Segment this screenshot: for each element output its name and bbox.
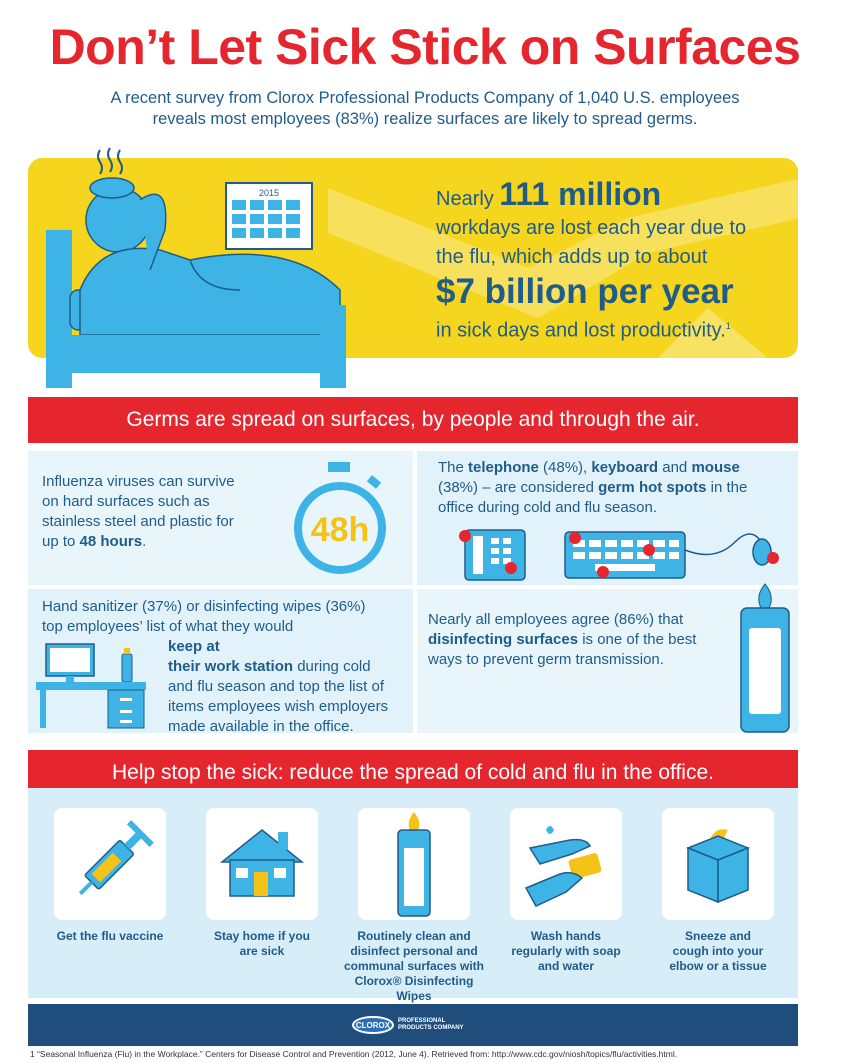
fact-line: (48%), xyxy=(538,459,592,476)
tip-label-line: Clorox® Disinfecting Wipes xyxy=(354,974,474,1003)
tip-clean-card xyxy=(358,808,470,920)
fact-line: during cold xyxy=(293,658,371,675)
fact-line: office during cold and flu season. xyxy=(438,499,658,516)
subtitle-line: reveals most employees (83%) realize surfaces are likely to spread germs. xyxy=(152,110,698,128)
hero-line: workdays are lost each year due to xyxy=(436,217,747,239)
fact-line: (38%) – are considered xyxy=(438,479,599,496)
fact-line: made available in the office. xyxy=(168,718,354,735)
hero-line: the flu, which adds up to about xyxy=(436,246,708,268)
tip-label-line: communal surfaces with xyxy=(343,959,485,973)
help-stop-banner: Help stop the sick: reduce the spread of cold and flu in the office. xyxy=(28,750,798,796)
influenza-fact-text xyxy=(42,472,282,552)
fact-line: on hard surfaces such as xyxy=(42,493,210,510)
tip-sneeze-card xyxy=(662,808,774,920)
tip-label-line: Routinely clean and xyxy=(357,929,471,943)
fact-highlight: germ hot spots xyxy=(598,479,707,496)
fact-line: up to xyxy=(42,533,80,550)
footnote-marker: 1 xyxy=(725,321,731,331)
desk-workstation-icon xyxy=(36,640,156,730)
fact-highlight: keep at xyxy=(168,638,220,655)
subtitle-line: A recent survey from Clorox Professional Products Company of 1,040 U.S. employees xyxy=(110,89,740,107)
footnote: 1 “Seasonal Influenza (Flu) in the Workplace.” Centers for Disease Control and Prevention (2012, June 4). Retrieved from: http://www.cdc.gov/niosh/topics/flu/activities.html. xyxy=(30,1049,678,1059)
wipes-canister-icon xyxy=(735,582,795,734)
fact-line: and xyxy=(658,459,692,476)
hero-stat-text xyxy=(436,176,806,346)
sanitizer-fact-text-cont xyxy=(168,637,408,737)
tip-label-line: regularly with soap xyxy=(511,944,621,958)
hero-workdays-stat: 111 million xyxy=(499,176,662,212)
fact-line: stainless steel and plastic for xyxy=(42,513,234,530)
tip-wash-card xyxy=(510,808,622,920)
office-devices-icon xyxy=(455,522,790,584)
fact-highlight: telephone xyxy=(468,459,539,476)
logo-line: PROFESSIONAL xyxy=(398,1018,446,1024)
tip-label-line: Wash hands xyxy=(530,929,602,943)
syringe-icon xyxy=(54,808,166,920)
sanitizer-fact-text xyxy=(42,597,412,637)
tip-label-line: Sneeze and xyxy=(684,929,752,943)
fact-line: Influenza viruses can survive xyxy=(42,473,235,490)
tip-label-wash xyxy=(491,929,641,974)
hero-cost-stat: $7 billion per year xyxy=(436,272,734,311)
fact-line: . xyxy=(142,533,147,550)
wipes-canister-icon xyxy=(358,808,470,920)
stopwatch-label: 48h xyxy=(310,511,370,549)
fact-highlight: 48 hours xyxy=(79,533,143,550)
tip-label-line: cough into your xyxy=(672,944,764,958)
tip-label-line: Stay home if you xyxy=(213,929,311,943)
clorox-logo: CLOROX xyxy=(352,1016,394,1034)
tip-vaccine-card xyxy=(54,808,166,920)
hotspots-fact-text xyxy=(438,458,788,518)
tissue-box-icon xyxy=(662,808,774,920)
tip-label-stay-home xyxy=(187,929,337,959)
tip-stay-home-card xyxy=(206,808,318,920)
fact-line: top employees’ list of what they would xyxy=(42,618,294,635)
calendar-year: 2015 xyxy=(258,188,280,198)
tip-label-vaccine xyxy=(35,929,185,944)
hero-line: in sick days and lost productivity. xyxy=(436,319,726,342)
washing-hands-icon xyxy=(510,808,622,920)
fact-highlight: disinfecting surfaces xyxy=(428,631,579,648)
tip-label-line: are sick xyxy=(239,944,285,958)
tip-label-sneeze xyxy=(643,929,793,974)
tip-label-clean xyxy=(339,929,489,1004)
logo-company-text xyxy=(398,1018,478,1032)
hero-line-prefix: Nearly xyxy=(436,188,500,210)
agree-fact-text xyxy=(428,610,728,670)
fact-line: and flu season and top the list of xyxy=(168,678,384,695)
fact-line: The xyxy=(438,459,469,476)
page-title: Don’t Let Sick Stick on Surfaces xyxy=(49,19,801,75)
tip-label-line: disinfect personal and xyxy=(350,944,478,958)
tip-label-line: Get the flu vaccine xyxy=(56,929,164,943)
fact-highlight: keyboard xyxy=(591,459,659,476)
fact-highlight: their work station xyxy=(168,658,294,675)
page-subtitle xyxy=(60,88,790,130)
tip-label-line: and water xyxy=(537,959,594,973)
fact-line: in the xyxy=(706,479,748,496)
germs-banner: Germs are spread on surfaces, by people and through the air. xyxy=(28,397,798,443)
fact-line: items employees wish employers xyxy=(168,698,389,715)
fact-line: is one of the best xyxy=(578,631,697,648)
stopwatch-icon xyxy=(290,458,390,578)
fact-line: Nearly all employees agree (86%) that xyxy=(428,611,684,628)
fact-line: Hand sanitizer (37%) or disinfecting wipes (36%) xyxy=(42,598,366,615)
fact-highlight: mouse xyxy=(691,459,740,476)
sick-person-in-bed-icon xyxy=(40,140,360,390)
fact-line: ways to prevent germ transmission. xyxy=(428,651,664,668)
logo-line: PRODUCTS COMPANY xyxy=(398,1025,464,1031)
tip-label-line: elbow or a tissue xyxy=(669,959,767,973)
house-icon xyxy=(206,808,318,920)
